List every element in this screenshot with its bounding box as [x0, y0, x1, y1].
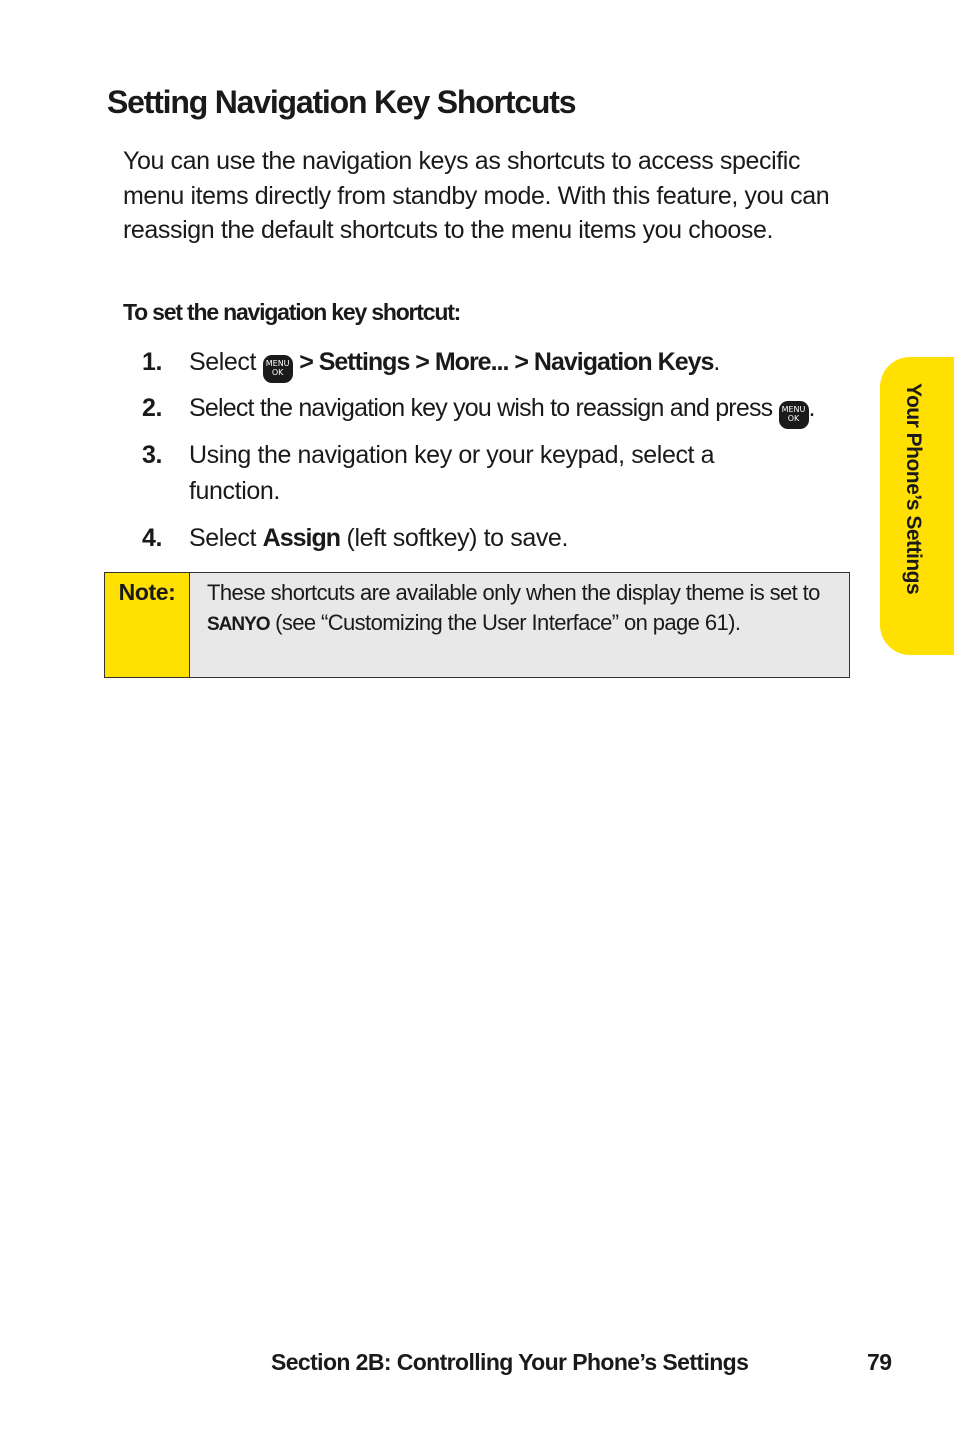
step-text: Select	[189, 524, 257, 552]
menu-key-bottom-label: OK	[787, 414, 800, 423]
note-text	[190, 573, 849, 677]
menu-key-top-label: MENU	[781, 405, 806, 414]
intro-paragraph: You can use the navigation keys as shortcuts to access specific menu items directly from standby mode. With this feature, you can reassign the default shortcuts to the menu items you choose.	[123, 147, 830, 244]
step-body	[189, 520, 829, 556]
step-suffix: .	[808, 394, 815, 422]
note-text-start: These shortcuts are available only when the display theme is set to	[207, 580, 820, 605]
step-number: 4.	[142, 524, 163, 552]
step-suffix: (left softkey) to save.	[346, 524, 568, 552]
step-number: 3.	[142, 441, 163, 469]
step-text: Select	[189, 348, 257, 376]
menu-ok-key-icon	[779, 401, 809, 429]
menu-path: > Settings > More... > Navigation Keys	[299, 348, 714, 376]
note-box	[104, 572, 850, 678]
step-suffix: .	[713, 348, 720, 376]
page-title: Setting Navigation Key Shortcuts	[107, 84, 576, 120]
step-text: Select the navigation key you wish to reassign and press	[189, 394, 773, 422]
side-tab-label: Your Phone’s Settings	[902, 383, 925, 595]
step-body	[189, 344, 829, 383]
footer-section-title: Section 2B: Controlling Your Phone’s Settings	[271, 1349, 749, 1375]
menu-key-top-label: MENU	[265, 359, 290, 368]
theme-name: SANYO	[207, 614, 270, 635]
menu-key-bottom-label: OK	[271, 368, 284, 377]
menu-ok-key-icon	[263, 355, 293, 383]
page-number: 79	[867, 1349, 892, 1375]
procedure-heading: To set the navigation key shortcut:	[123, 299, 461, 325]
step-number: 2.	[142, 394, 163, 422]
note-text-end: (see “Customizing the User Interface” on page 61).	[275, 610, 741, 635]
step-text: Using the navigation key or your keypad, select a function.	[189, 441, 715, 505]
assign-label: Assign	[262, 524, 340, 552]
step-number: 1.	[142, 348, 163, 376]
note-label: Note:	[105, 573, 190, 677]
step-body	[189, 390, 869, 429]
